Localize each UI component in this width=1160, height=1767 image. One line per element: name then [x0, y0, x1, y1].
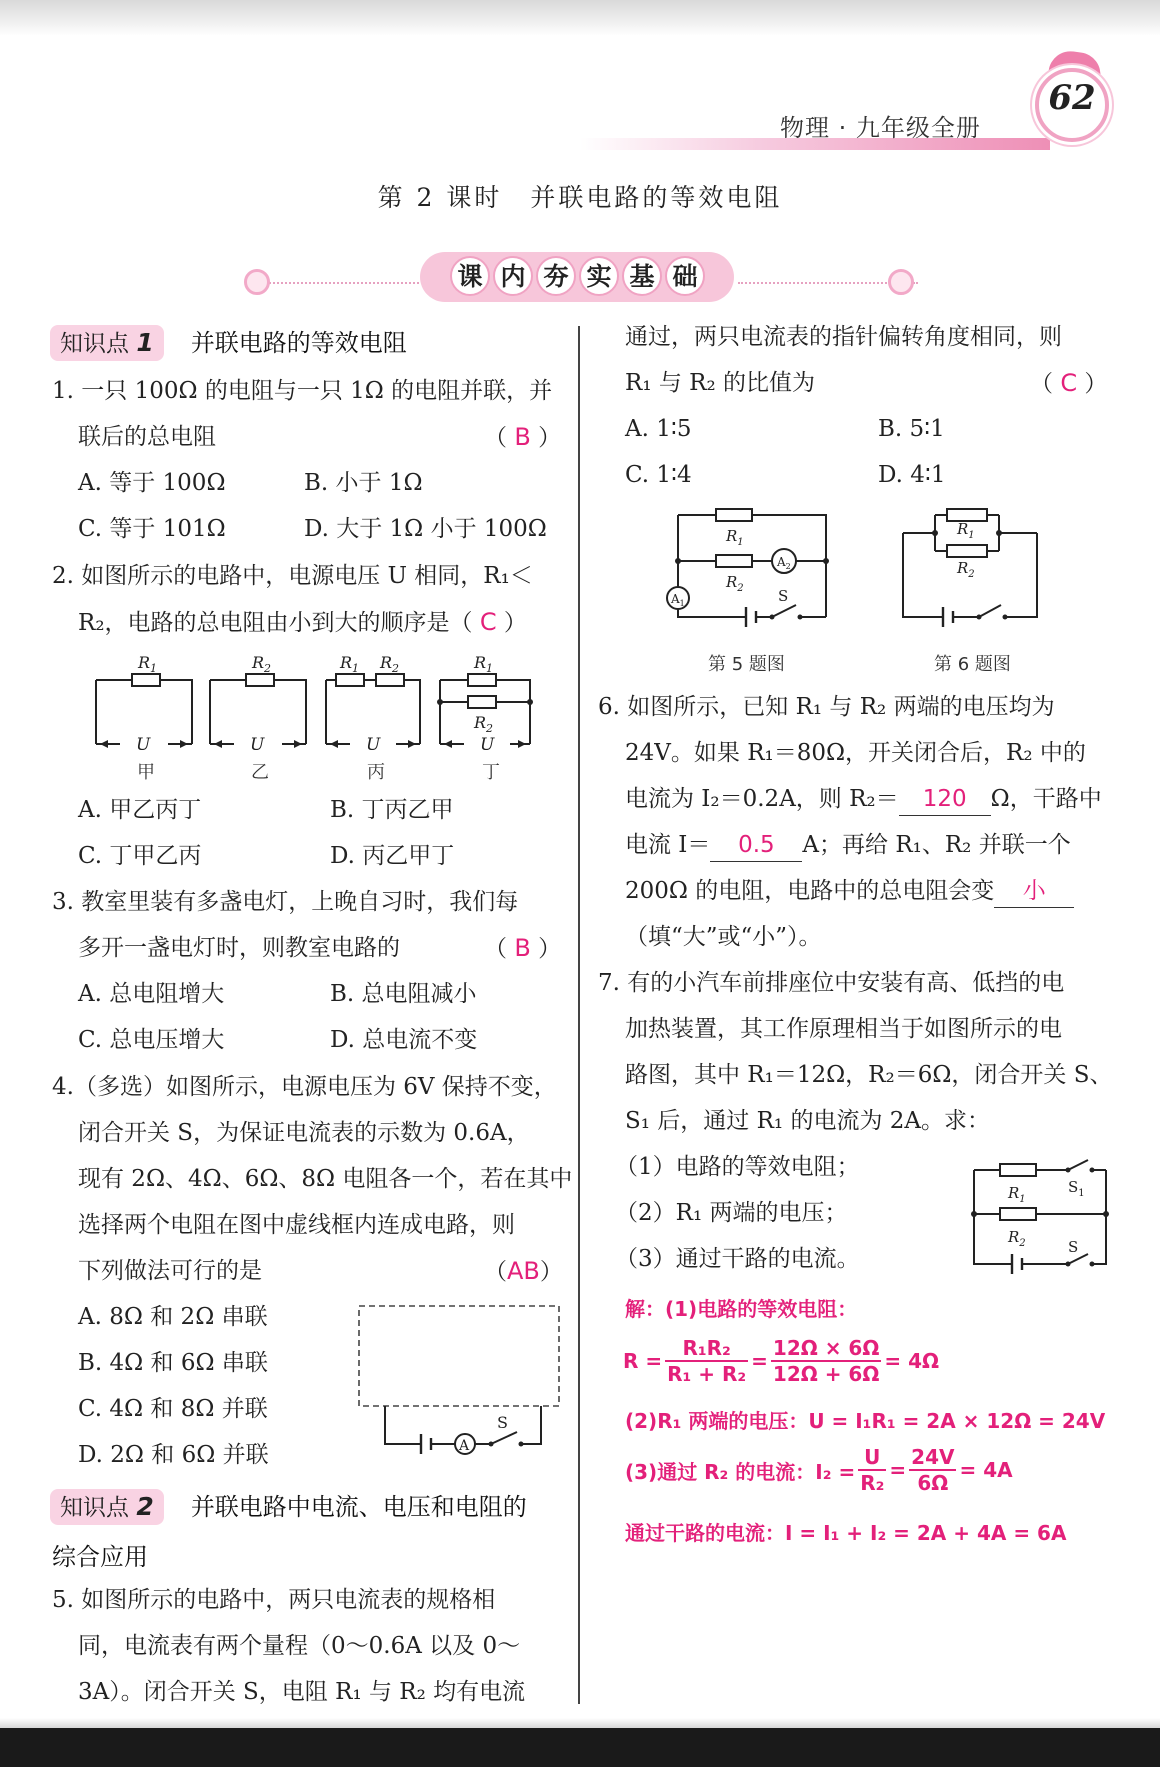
solution-step2: (2)R₁ 两端的电压：U = I₁R₁ = 2A × 12Ω = 24V: [625, 1409, 1106, 1433]
q5-figure-caption: 第 5 题图: [708, 654, 785, 675]
q2-option-b: B. 丁丙乙甲: [330, 797, 454, 823]
q1-line2: 联后的总电阻: [78, 424, 216, 450]
q7-sub3: （3）通过干路的电流。: [615, 1246, 860, 1272]
q5-answer: （ C ）: [1030, 369, 1108, 397]
q6-line3: 电流为 I₂＝0.2A，则 R₂＝ 120 Ω，干路中: [625, 783, 1102, 816]
svg-text:R2: $R_2$: [380, 653, 400, 675]
svg-text:R1: $R_1$: [474, 653, 494, 675]
q4-line5: 下列做法可行的是: [78, 1258, 262, 1284]
svg-text:R1: $R_1$: [138, 653, 158, 675]
banner-char: 课: [450, 256, 490, 296]
svg-text:R1: $R_1$: [726, 527, 744, 548]
kp-tag: 知识点 2: [50, 1489, 164, 1525]
knowledge-point-2: [50, 1487, 527, 1525]
svg-text:R2: $R_2$: [957, 559, 975, 580]
q4-answer: （AB）: [484, 1257, 563, 1285]
q4-option-b: B. 4Ω 和 6Ω 串联: [78, 1350, 268, 1376]
fig-label-ding: 丁: [482, 762, 500, 783]
svg-text:R1: $R_1$: [957, 520, 975, 541]
q1-answer: （ B ）: [484, 423, 562, 451]
viewer-top-bar: [0, 0, 1160, 36]
q7-circuit-figure: [968, 1152, 1118, 1277]
q2-option-c: C. 丁甲乙丙: [78, 843, 202, 869]
q2-line2: R₂，电路的总电阻由小到大的顺序是（ C ）: [78, 608, 527, 636]
kp-title: 并联电路中电流、电压和电阻的: [190, 1493, 527, 1521]
q1-option-a: A. 等于 100Ω: [78, 470, 226, 496]
q2-option-d: D. 丙乙甲丁: [330, 843, 455, 869]
q7-sub2: （2）R₁ 两端的电压；: [615, 1200, 848, 1226]
knowledge-point-1: [50, 323, 407, 361]
svg-text:U: U: [250, 735, 265, 755]
svg-text:A2: $A_2$: [777, 555, 791, 571]
banner-arrow-left-icon: [244, 269, 270, 295]
svg-text:S1: $S_1$: [1068, 1178, 1085, 1199]
q4-circuit-figure: [355, 1302, 565, 1462]
q7-sub1: （1）电路的等效电阻；: [615, 1154, 860, 1180]
banner-char: 基: [622, 256, 662, 296]
banner-arrow-right-icon: [888, 269, 914, 295]
viewer-bottom-bar: [0, 1728, 1160, 1767]
q2-circuit-figures: [90, 650, 550, 785]
q3-option-c: C. 总电压增大: [78, 1027, 225, 1053]
q5-line3: 3A）。闭合开关 S，电阻 R₁ 与 R₂ 均有电流: [78, 1679, 526, 1705]
svg-text:S: S: [778, 587, 789, 605]
solution-step3: (3)通过 R₂ 的电流：I₂ = $\frac{U}{\text{R₂}}$ = $\frac{24V}{6\Omega}$ = 4A: [625, 1445, 1013, 1495]
q5-line5: R₁ 与 R₂ 的比值为: [625, 370, 816, 396]
kp-tag: 知识点 1: [50, 325, 164, 361]
lesson-title: 第 2 课时 并联电路的等效电阻: [377, 183, 783, 212]
q1-option-b: B. 小于 1Ω: [304, 470, 423, 496]
fig-label-yi: 乙: [251, 762, 269, 783]
fig-label-jia: 甲: [137, 762, 155, 783]
solution-heading: 解：(1)电路的等效电阻：: [625, 1297, 858, 1321]
q6-circuit-figure: [895, 505, 1045, 630]
q5-option-b: B. 5∶1: [878, 416, 945, 442]
q3-option-d: D. 总电流不变: [330, 1027, 478, 1053]
svg-text:R2: $R_2$: [474, 713, 494, 735]
svg-text:U: U: [366, 735, 381, 755]
q4-line4: 选择两个电阻在图中虚线框内连成电路，则: [78, 1212, 515, 1238]
q6-figure-caption: 第 6 题图: [934, 654, 1011, 675]
q7-line2: 加热装置，其工作原理相当于如图所示的电: [625, 1016, 1062, 1042]
book-title: 物理 · 九年级全册: [780, 114, 981, 142]
q4-line2: 闭合开关 S，为保证电流表的示数为 0.6A，: [78, 1120, 530, 1146]
banner-char: 夯: [536, 256, 576, 296]
svg-text:S: S: [1068, 1238, 1079, 1256]
q5-option-c: C. 1∶4: [625, 462, 692, 488]
q5-line2: 同，电流表有两个量程（0～0.6A 以及 0～: [78, 1633, 521, 1659]
q7-line4: S₁ 后，通过 R₁ 的电流为 2A。求：: [625, 1108, 991, 1134]
q2-line1: 2. 如图所示的电路中，电源电压 U 相同，R₁＜: [52, 563, 533, 589]
banner-char: 础: [665, 256, 705, 296]
q6-line5: 200Ω 的电阻，电路中的总电阻会变 小: [625, 875, 1074, 908]
q5-circuit-figure: [660, 505, 840, 630]
q5-line4: 通过，两只电流表的指针偏转角度相同，则: [625, 324, 1062, 350]
q3-line2: 多开一盏电灯时，则教室电路的: [78, 935, 400, 961]
svg-text:S: S: [497, 1413, 508, 1432]
svg-text:R1: $R_1$: [340, 653, 360, 675]
q4-line3: 现有 2Ω、4Ω、6Ω、8Ω 电阻各一个，若在其中: [78, 1166, 573, 1192]
q3-option-b: B. 总电阻减小: [330, 981, 477, 1007]
svg-text:U: U: [136, 735, 151, 755]
solution-step1: R = $\frac{\text{R₁R₂}}{\text{R₁ + R₂}}$ = $\frac{12\Omega \times 6\Omega}{12\Omega + 6\Omega}$ = 4Ω: [623, 1336, 939, 1386]
svg-text:A1: $A_1$: [671, 592, 685, 608]
svg-text:R2: $R_2$: [726, 573, 744, 594]
banner-char: 实: [579, 256, 619, 296]
q5-option-d: D. 4∶1: [878, 462, 946, 488]
q1-option-c: C. 等于 101Ω: [78, 516, 226, 542]
q6-blank-r2: 120: [899, 783, 991, 816]
svg-text:R1: $R_1$: [1008, 1184, 1026, 1205]
kp-title: 并联电路的等效电阻: [190, 329, 407, 357]
q6-blank-resistance: 小: [994, 875, 1074, 908]
q1-line1: 1. 一只 100Ω 的电阻与一只 1Ω 的电阻并联，并: [52, 378, 553, 404]
q7-line3: 路图，其中 R₁＝12Ω，R₂＝6Ω，闭合开关 S、: [625, 1062, 1113, 1088]
q5-line1: 5. 如图所示的电路中，两只电流表的规格相: [52, 1587, 496, 1613]
svg-text:R2: $R_2$: [1008, 1228, 1026, 1249]
q6-line4: 电流 I＝ 0.5 A；再给 R₁、R₂ 并联一个: [625, 829, 1071, 862]
banner-rule-left: [262, 282, 442, 284]
svg-text:R2: $R_2$: [252, 653, 272, 675]
q7-line1: 7. 有的小汽车前排座位中安装有高、低挡的电: [598, 970, 1065, 996]
page-number: 62: [1048, 78, 1096, 118]
q3-line1: 3. 教室里装有多盏电灯，上晚自习时，我们每: [52, 889, 519, 915]
q3-answer: （ B ）: [484, 934, 562, 962]
solution-step4: 通过干路的电流：I = I₁ + I₂ = 2A + 4A = 6A: [625, 1521, 1067, 1545]
q6-blank-current: 0.5: [710, 829, 802, 862]
q4-option-d: D. 2Ω 和 6Ω 并联: [78, 1442, 269, 1468]
q4-line1: 4.（多选）如图所示，电源电压为 6V 保持不变，: [52, 1074, 557, 1100]
column-divider: [578, 326, 580, 1704]
q5-option-a: A. 1∶5: [625, 416, 692, 442]
svg-text:A: A: [459, 1438, 470, 1454]
q1-option-d: D. 大于 1Ω 小于 100Ω: [304, 516, 547, 542]
q4-option-c: C. 4Ω 和 8Ω 并联: [78, 1396, 268, 1422]
fig-label-bing: 丙: [367, 762, 385, 783]
svg-text:U: U: [480, 735, 495, 755]
q3-option-a: A. 总电阻增大: [78, 981, 225, 1007]
q6-line1: 6. 如图所示，已知 R₁ 与 R₂ 两端的电压均为: [598, 694, 1055, 720]
q4-option-a: A. 8Ω 和 2Ω 串联: [78, 1304, 268, 1330]
q2-option-a: A. 甲乙丙丁: [78, 797, 202, 823]
banner-char: 内: [493, 256, 533, 296]
q6-line6: （填“大”或“小”）。: [625, 924, 822, 950]
kp2-title-cont: 综合应用: [52, 1543, 148, 1571]
q6-line2: 24V。如果 R₁＝80Ω，开关闭合后，R₂ 中的: [625, 740, 1086, 766]
